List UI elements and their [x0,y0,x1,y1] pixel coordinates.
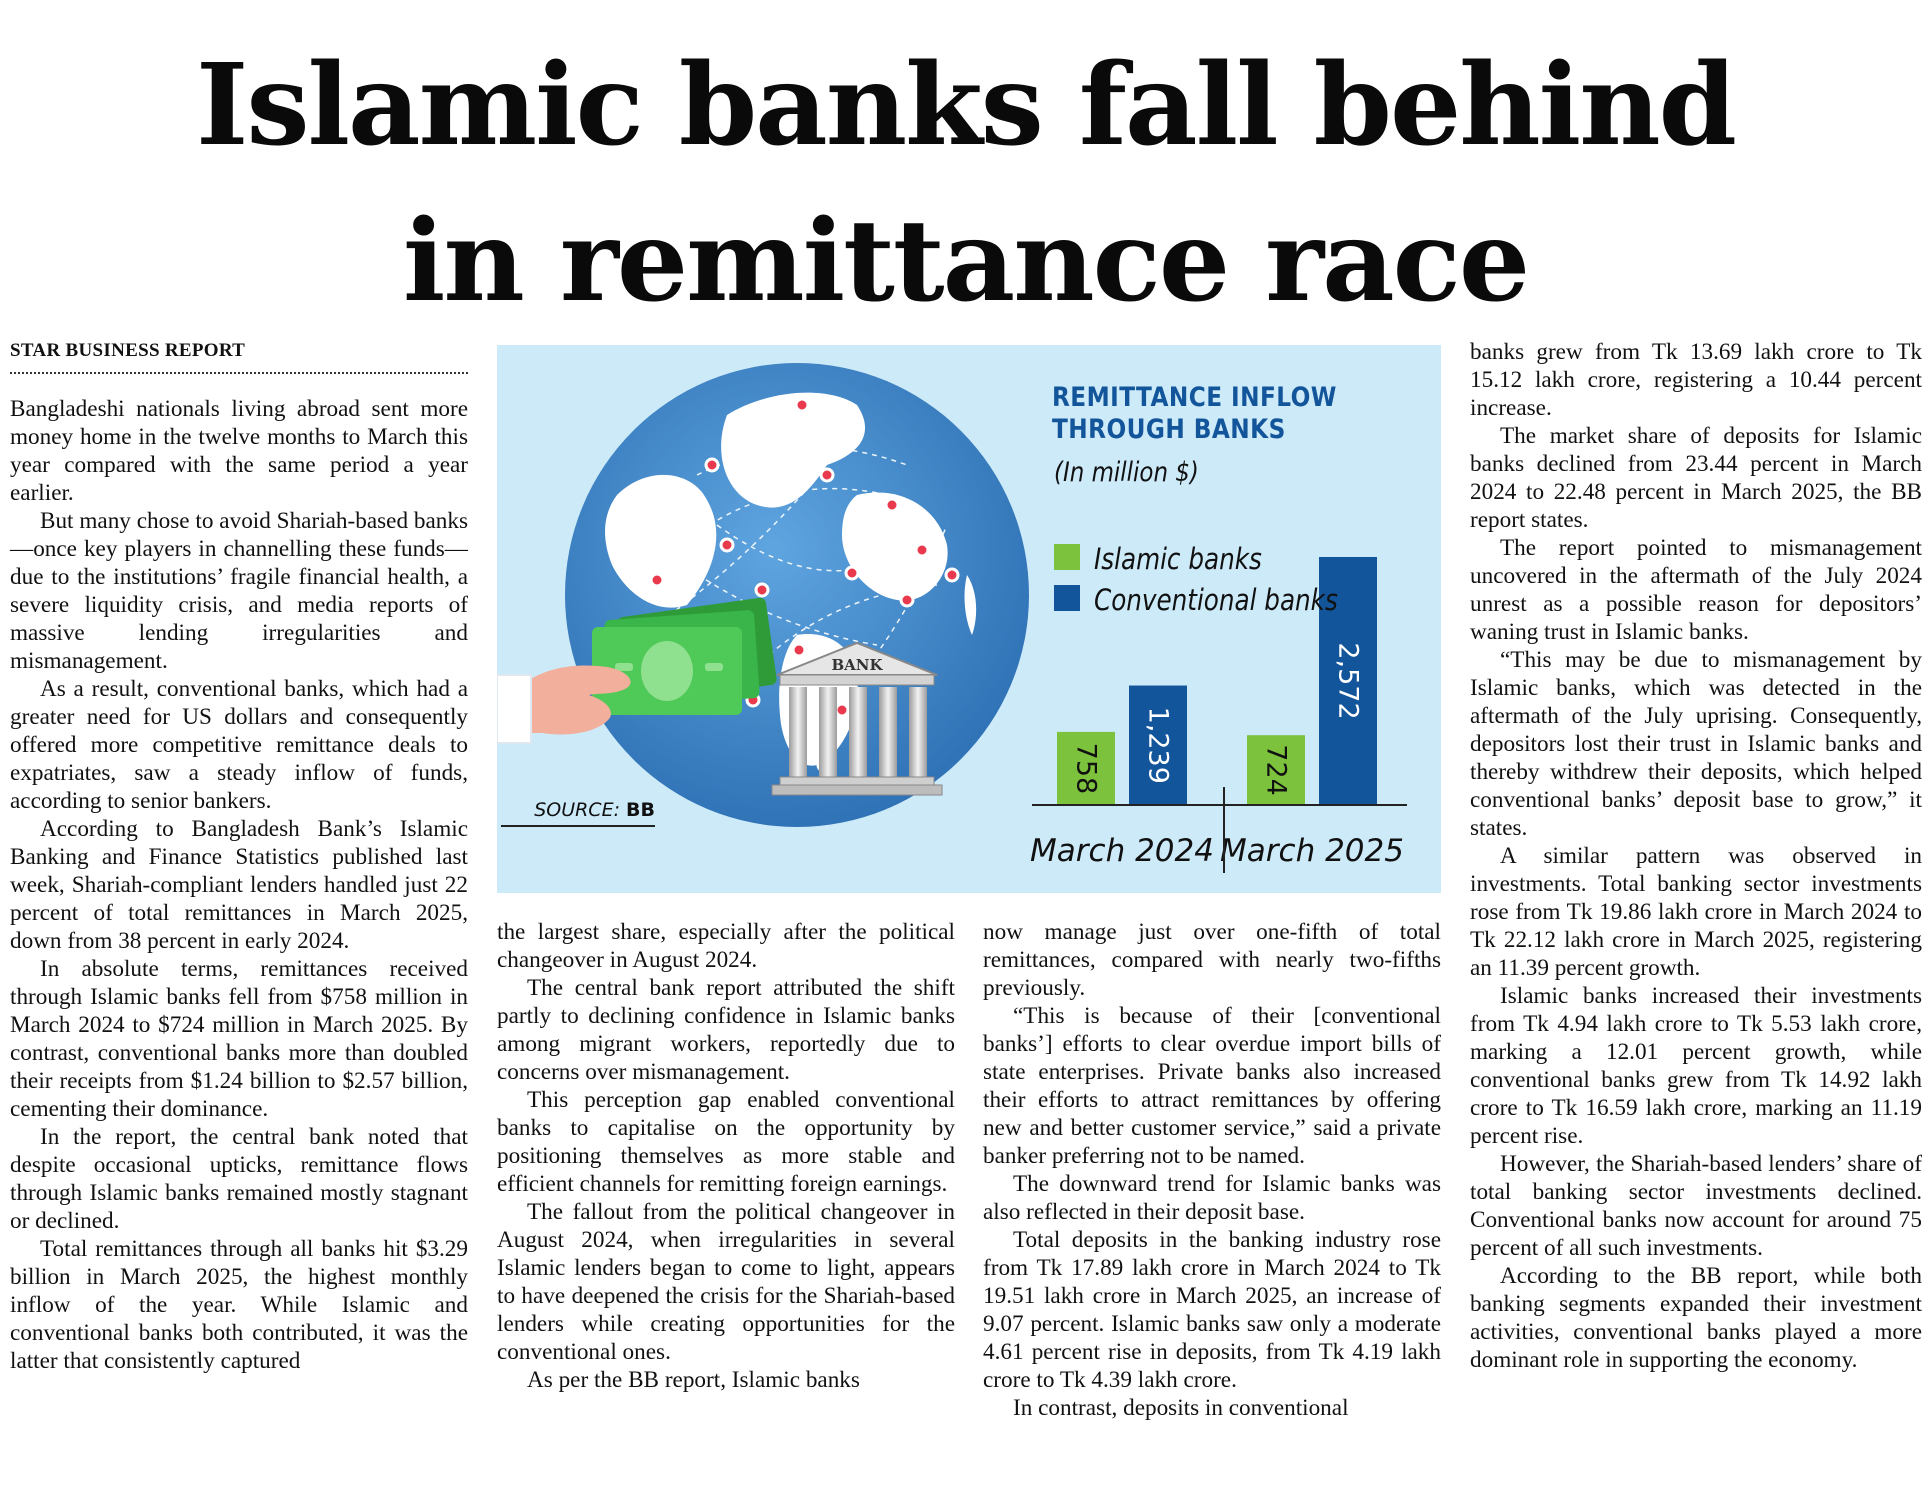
paragraph: This perception gap enabled conventional banks to capitalise on the opportunity by positioning themselves as more stable and efficient channels for remitting foreign earnings. [497,1087,955,1197]
x-tick-label: March 2025 [1220,833,1404,869]
paragraph: According to the BB report, while both banking segments expanded their investment activities, conventional banks played a more dominant role in supporting the economy. [1470,1263,1922,1373]
paragraph: Total deposits in the banking industry rose from Tk 17.89 lakh crore in March 2024 to Tk 19.51 lakh crore in March 2025, an increase of 9.07 percent. Islamic banks saw only a moderate 4.61 percent rise in deposits, from Tk 4.19 lakh crore to Tk 4.39 lakh crore. [983,1227,1441,1393]
legend-conventional [1054,581,1381,615]
source-note [501,799,655,827]
paragraph: Islamic banks increased their investments from Tk 4.94 lakh crore to Tk 5.53 lakh crore, marking a 12.01 percent growth, while conventional banks grew from Tk 14.92 lakh crore to Tk 16.59 lakh crore, marking an 11.19 percent rise. [1470,983,1922,1149]
paragraph: As a result, conventional banks, which had a greater need for US dollars and consequently offered more competitive remittance deals to expatriates, saw a steady inflow of funds, according to senior bankers. [10,676,468,814]
paragraph: However, the Shariah-based lenders’ share of total banking sector investments declined. Conventional banks now account for around 75 percent of all such investments. [1470,1151,1922,1261]
chart-title: REMITTANCE INFLOW THROUGH BANKS [1052,382,1337,445]
paragraph: the largest share, especially after the political changeover in August 2024. [497,919,955,973]
bank-building-icon [772,643,942,795]
byline: STAR BUSINESS REPORT [10,340,468,374]
article-column-1 [10,395,468,1375]
chart-unit: (In million $) [1054,457,1199,488]
bar-value-label: 2,572 [1332,642,1364,720]
x-tick-label: March 2024 [1030,833,1214,869]
headline [0,28,1931,340]
paragraph: Bangladeshi nationals living abroad sent more money home in the twelve months to March this year compared with the same period a year earlier. [10,396,468,506]
headline-line-1: Islamic banks fall behind [196,40,1735,171]
bar-value-label: 758 [1070,742,1102,795]
remittance-infographic [497,345,1441,893]
paragraph: The report pointed to mismanagement uncovered in the aftermath of the July 2024 unrest as a possible reason for depositors’ waning trust in Islamic banks. [1470,535,1922,645]
paragraph: In absolute terms, remittances received through Islamic banks fell from $758 million in March 2024 to $724 million in March 2025. By contrast, conventional banks more than doubled their receipts from $1.24 billion to $2.57 billion, cementing their dominance. [10,956,468,1122]
paragraph: In the report, the central bank noted that despite occasional upticks, remittance flows through Islamic banks remained mostly stagnant or declined. [10,1124,468,1234]
legend-swatch-conventional [1054,585,1080,611]
paragraph: “This is because of their [conventional banks’] efforts to clear overdue import bills of state enterprises. Private banks also increased their efforts to attract remittances by offering new and better customer service,” said a private banker preferring not to be named. [983,1003,1441,1169]
paragraph: “This may be due to mismanagement by Islamic banks, which was detected in the aftermath of the July uprising. Consequently, depositors lost their trust in Islamic banks and thereby withdrew their deposits, which helped conventional banks’ deposit base to grow,” it states. [1470,647,1922,841]
paragraph: In contrast, deposits in conventional [1013,1395,1349,1421]
source-value: BB [626,799,655,821]
paragraph: now manage just over one-fifth of total remittances, compared with nearly two-fifths previously. [983,919,1441,1001]
paragraph: But many chose to avoid Shariah-based banks—once key players in channelling these funds—due to the institutions’ fragile financial health, a severe liquidity crisis, and media reports of massive lending irregularities and mismanagement. [10,508,468,674]
legend-swatch-islamic [1054,544,1080,570]
paragraph: The fallout from the political changeover in August 2024, when irregularities in several Islamic lenders began to come to light, appears to have deepened the crisis for the Shariah-based lenders while creating opportunities for the conventional ones. [497,1199,955,1365]
paragraph: The downward trend for Islamic banks was also reflected in their deposit base. [983,1171,1441,1225]
paragraph: As per the BB report, Islamic banks [527,1367,860,1393]
legend-islamic [1054,540,1291,574]
legend-label-islamic: Islamic banks [1094,542,1262,576]
headline-line-2: in remittance race [402,196,1529,327]
legend-label-conventional: Conventional banks [1094,583,1338,617]
article-column-4 [1470,338,1922,1374]
paragraph: The market share of deposits for Islamic banks declined from 23.44 percent in March 2024 to 22.48 percent in March 2025, the BB report states. [1470,423,1922,533]
paragraph: According to Bangladesh Bank’s Islamic Banking and Finance Statistics published last week, Shariah-compliant lenders handled just 22 percent of total remittances in March 2025, down from 38 percent in early 2024. [10,816,468,954]
bar-value-label: 1,239 [1142,706,1174,784]
bar-value-label: 724 [1260,744,1292,796]
article-column-2 [497,918,955,1394]
source-label: SOURCE: [534,799,620,821]
paragraph: banks grew from Tk 13.69 lakh crore to Tk 15.12 lakh crore, registering a 10.44 percent increase. [1470,339,1922,421]
paragraph: A similar pattern was observed in investments. Total banking sector investments rose from Tk 19.86 lakh crore in March 2024 to Tk 22.12 lakh crore in March 2025, registering an 11.39 percent growth. [1470,843,1922,981]
bank-sign: BANK [831,656,883,674]
article-column-3 [983,918,1441,1422]
paragraph: The central bank report attributed the shift partly to declining confidence in Islamic banks among migrant workers, reportedly due to concerns over mismanagement. [497,975,955,1085]
paragraph: Total remittances through all banks hit $3.29 billion in March 2025, the highest monthly inflow of the year. While Islamic and conventional banks both contributed, it was the latter that consistently captured [10,1236,468,1374]
